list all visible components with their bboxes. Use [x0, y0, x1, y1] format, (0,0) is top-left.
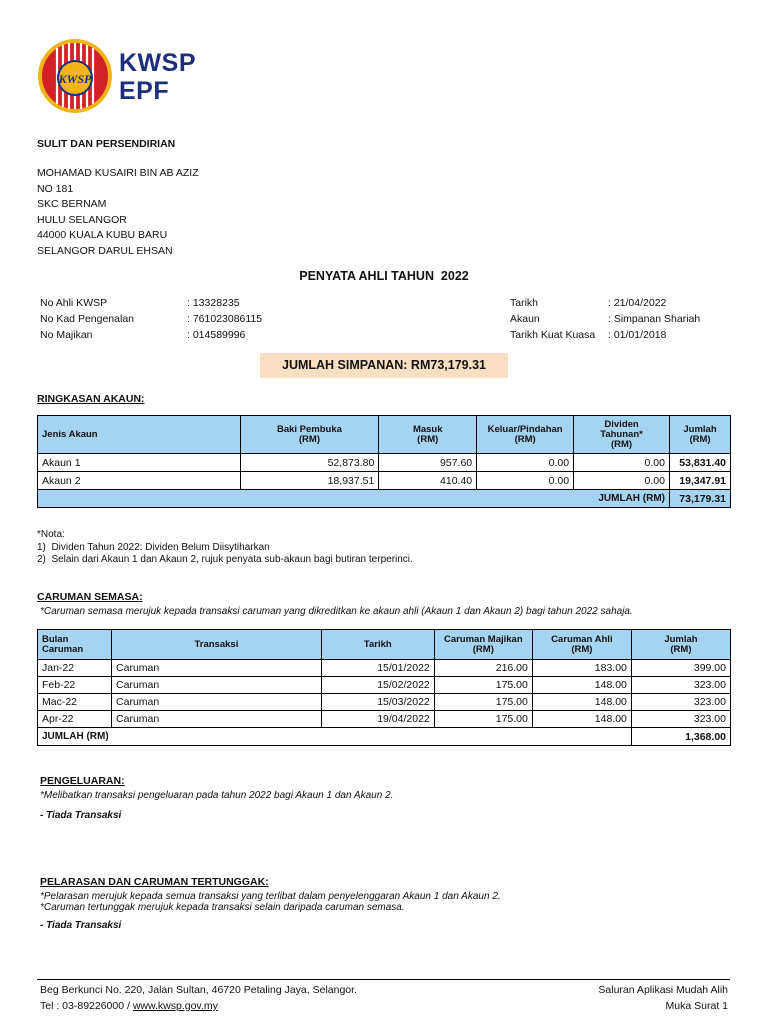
table-cell: Feb-22 — [38, 677, 112, 694]
kwsp-logo — [37, 38, 196, 114]
table-cell: Jan-22 — [38, 660, 112, 677]
info-row — [40, 311, 300, 327]
address-line: 44000 KUALA KUBU BARU — [37, 229, 168, 241]
col-header: Keluar/Pindahan (RM) — [477, 416, 574, 454]
table-cell: 19,347.91 — [669, 472, 730, 490]
info-label: No Majikan — [40, 329, 93, 341]
footer-contact — [40, 998, 357, 1014]
table-row — [38, 711, 731, 728]
table-cell: Caruman — [112, 677, 322, 694]
col-header: Caruman Ahli (RM) — [532, 630, 631, 660]
table-row — [38, 677, 731, 694]
table-header-row — [38, 416, 731, 454]
adjustment-title: PELARASAN DAN CARUMAN TERTUNGGAK: — [40, 876, 269, 888]
footer-left — [40, 982, 357, 1014]
info-value: : 014589996 — [187, 329, 246, 341]
table-total-row — [38, 490, 731, 508]
table-cell: 323.00 — [631, 694, 730, 711]
total-value: 1,368.00 — [631, 728, 730, 746]
footer-page-number: Muka Surat 1 — [665, 1000, 728, 1012]
total-label: JUMLAH (RM) — [38, 490, 670, 508]
table-cell: 0.00 — [477, 454, 574, 472]
adjustment-note-2: *Caruman tertunggak merujuk kepada transaksi selain daripada caruman semasa. — [40, 902, 405, 913]
table-cell: 175.00 — [434, 711, 532, 728]
address-line: NO 181 — [37, 182, 74, 195]
adjustment-note-1: *Pelarasan merujuk kepada semua transaksi yang terlibat dalam penyelenggaran Akaun 1 dan Akaun 2. — [40, 891, 501, 902]
total-savings-banner: JUMLAH SIMPANAN: RM73,179.31 — [260, 353, 508, 378]
footer-website-link[interactable]: www.kwsp.gov.my — [132, 1000, 218, 1012]
info-label: Akaun — [510, 313, 540, 325]
table-cell: 52,873.80 — [240, 454, 379, 472]
notes-block — [37, 529, 413, 567]
table-cell: 410.40 — [379, 472, 477, 490]
info-label: Tarikh — [510, 297, 539, 309]
withdrawal-title: PENGELUARAN: — [40, 775, 125, 787]
withdrawal-empty: - Tiada Transaksi — [40, 810, 122, 821]
table-cell: 0.00 — [574, 472, 670, 490]
table-cell: 957.60 — [379, 454, 477, 472]
address-line: SKC BERNAM — [37, 198, 107, 210]
info-value: : 21/04/2022 — [608, 297, 667, 309]
logo-epf-text: EPF — [119, 77, 170, 105]
address-line: HULU SELANGOR — [37, 213, 127, 226]
table-header-row — [38, 630, 731, 660]
table-cell: 19/04/2022 — [321, 711, 434, 728]
table-cell: 323.00 — [631, 677, 730, 694]
table-row — [38, 472, 731, 490]
kwsp-seal-icon — [37, 38, 113, 114]
withdrawal-note: *Melibatkan transaksi pengeluaran pada tahun 2022 bagi Akaun 1 dan Akaun 2. — [40, 790, 394, 801]
info-row — [510, 327, 730, 343]
total-label: JUMLAH (RM) — [38, 728, 632, 746]
member-info-left — [40, 295, 300, 343]
info-row — [40, 295, 300, 311]
table-row — [38, 660, 731, 677]
footer-divider — [37, 979, 730, 980]
table-cell: 0.00 — [477, 472, 574, 490]
table-cell: 399.00 — [631, 660, 730, 677]
table-cell: 148.00 — [532, 694, 631, 711]
table-cell: 148.00 — [532, 677, 631, 694]
info-value: : Simpanan Shariah — [608, 313, 701, 325]
table-cell: Caruman — [112, 711, 322, 728]
col-header: Tarikh — [321, 630, 434, 660]
col-header: Jumlah (RM) — [631, 630, 730, 660]
table-cell: Caruman — [112, 694, 322, 711]
summary-title: RINGKASAN AKAUN: — [37, 393, 145, 405]
current-contribution-table — [37, 629, 731, 746]
table-cell: 18,937.51 — [240, 472, 379, 490]
col-header: Bulan Caruman — [38, 630, 112, 660]
info-label: No Ahli KWSP — [40, 297, 108, 309]
table-cell: 0.00 — [574, 454, 670, 472]
table-cell: 148.00 — [532, 711, 631, 728]
table-row — [38, 454, 731, 472]
info-value: : 01/01/2018 — [608, 329, 667, 341]
table-cell: Apr-22 — [38, 711, 112, 728]
table-row — [38, 694, 731, 711]
table-cell: Akaun 2 — [38, 472, 241, 490]
footer-address: Beg Berkunci No. 220, Jalan Sultan, 46720 Petaling Jaya, Selangor. — [40, 984, 357, 996]
info-value: : 13328235 — [187, 297, 240, 309]
info-label: Tarikh Kuat Kuasa — [510, 329, 596, 341]
table-cell: 15/01/2022 — [321, 660, 434, 677]
note-line: *Nota: — [37, 529, 65, 540]
table-cell: Caruman — [112, 660, 322, 677]
statement-title: PENYATA AHLI TAHUN 2022 — [299, 269, 469, 283]
table-cell: 53,831.40 — [669, 454, 730, 472]
confidential-label: SULIT DAN PERSENDIRIAN — [37, 138, 176, 150]
table-cell: 216.00 — [434, 660, 532, 677]
note-line: 1) Dividen Tahun 2022: Dividen Belum Diisytiharkan — [37, 541, 270, 553]
info-label: No Kad Pengenalan — [40, 313, 134, 325]
logo-kwsp-text: KWSP — [119, 49, 196, 77]
col-header: Jenis Akaun — [38, 416, 241, 454]
current-contribution-title: CARUMAN SEMASA: — [37, 591, 143, 603]
adjustment-empty: - Tiada Transaksi — [40, 920, 122, 931]
col-header: Caruman Majikan (RM) — [434, 630, 532, 660]
table-cell: Mac-22 — [38, 694, 112, 711]
table-cell: 323.00 — [631, 711, 730, 728]
footer-channel: Saluran Aplikasi Mudah Alih — [598, 984, 728, 996]
footer-tel: Tel : 03-89226000 / — [40, 1000, 133, 1012]
info-value: : 761023086115 — [187, 313, 263, 325]
footer-right — [598, 982, 728, 1014]
col-header: Masuk (RM) — [379, 416, 477, 454]
table-cell: 175.00 — [434, 694, 532, 711]
info-row — [510, 295, 730, 311]
address-line: SELANGOR DARUL EHSAN — [37, 244, 173, 257]
table-total-row — [38, 728, 731, 746]
table-cell: 15/03/2022 — [321, 694, 434, 711]
total-value: 73,179.31 — [669, 490, 730, 508]
member-info-right — [510, 295, 730, 343]
info-row — [40, 327, 300, 343]
member-address — [37, 166, 199, 259]
col-header: Transaksi — [112, 630, 322, 660]
svg-text:KWSP: KWSP — [58, 72, 92, 86]
table-cell: 15/02/2022 — [321, 677, 434, 694]
table-cell: 175.00 — [434, 677, 532, 694]
address-line: MOHAMAD KUSAIRI BIN AB AZIZ — [37, 167, 199, 179]
table-cell: 183.00 — [532, 660, 631, 677]
table-cell: Akaun 1 — [38, 454, 241, 472]
col-header: Jumlah (RM) — [669, 416, 730, 454]
note-line: 2) Selain dari Akaun 1 dan Akaun 2, rujuk penyata sub-akaun bagi butiran terperinci. — [37, 554, 413, 565]
account-summary-table — [37, 415, 731, 508]
info-row — [510, 311, 730, 327]
current-contribution-note: *Caruman semasa merujuk kepada transaksi caruman yang dikreditkan ke akaun ahli (Akaun 1 dan Akaun 2) bagi tahun 2022 sahaja. — [40, 606, 633, 617]
col-header: Baki Pembuka (RM) — [240, 416, 379, 454]
col-header: Dividen Tahunan* (RM) — [574, 416, 670, 454]
